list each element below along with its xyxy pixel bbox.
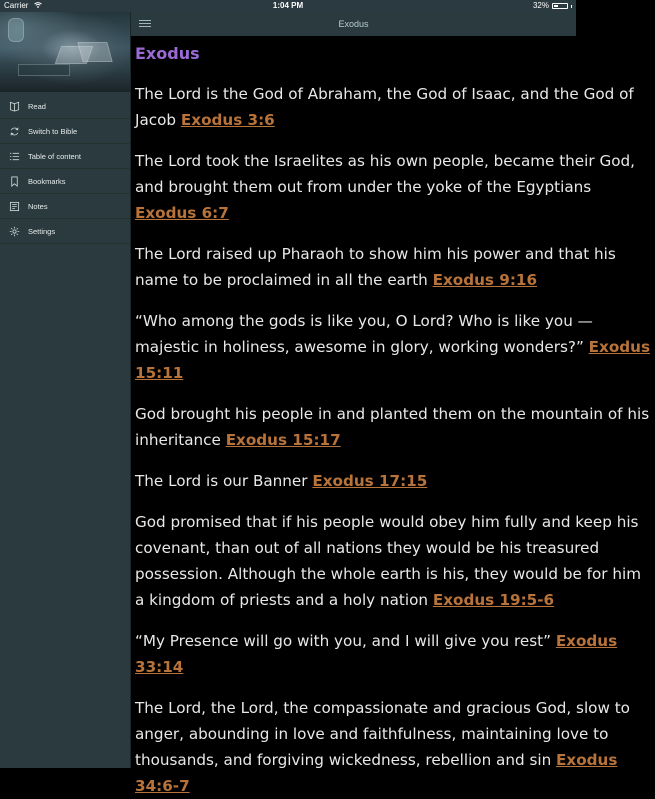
verse-paragraph [135,148,655,226]
verse-reference-link[interactable]: Exodus 3:6 [180,111,275,129]
sidebar-header-image [0,12,130,92]
sidebar-item-settings[interactable] [0,219,130,244]
switch-icon [8,125,20,137]
battery-area [533,0,572,12]
sidebar-item-label: Switch to Bible [28,126,78,136]
verse-text: The Lord, the Lord, the compassionate and gracious God, slow to anger, abounding in love and faithfulness, maintaining love to thousands, and forgiving wickedness, rebellion and sin [135,699,630,769]
gear-icon [8,225,20,237]
verse-text: God promised that if his people would obey him fully and keep his covenant, than out of all nations they would be his treasured possession. Although the whole earth is his, they would be for him a kingdom of priests and a holy nation [135,513,642,609]
sidebar [0,12,131,768]
open-book-icon [8,100,20,112]
verse-reference-link[interactable]: Exodus 6:7 [135,204,229,222]
carrier-label: Carrier [4,1,29,10]
list-icon [8,150,20,162]
sidebar-item-notes[interactable] [0,194,130,219]
sidebar-menu [0,94,130,244]
verse-reference-link[interactable]: Exodus 15:17 [225,431,341,449]
sidebar-item-label: Table of content [28,151,81,161]
sidebar-item-label: Notes [28,201,48,211]
verse-reference-link[interactable]: Exodus 33:14 [135,632,618,676]
status-bar [0,0,576,12]
verse-text: The Lord raised up Pharaoh to show him his power and that his name to be proclaimed in all the earth [135,245,616,289]
verse-text: The Lord is the God of Abraham, the God of Isaac, and the God of Jacob [135,85,634,129]
verse-text: The Lord is our Banner [135,472,313,490]
verse-text: “Who among the gods is like you, O Lord? Who is like you — majestic in holiness, awesome in glory, working wonders?” [135,312,593,356]
reading-pane[interactable] [131,36,651,795]
notes-icon [8,200,20,212]
verse-paragraph [135,81,655,133]
chapter-title: Exodus [135,44,200,63]
verse-paragraph [135,695,655,799]
verse-reference-link[interactable]: Exodus 34:6-7 [135,751,618,795]
top-bar [131,12,576,36]
sidebar-item-bookmarks[interactable] [0,169,130,194]
battery-percent: 32% [532,1,549,10]
verse-paragraph [135,628,655,680]
sidebar-item-read[interactable] [0,94,130,119]
clock: 1:04 PM [272,1,304,10]
sidebar-item-switch-to-bible[interactable] [0,119,130,144]
bookmark-icon [8,175,20,187]
battery-icon [552,3,568,9]
verse-reference-link[interactable]: Exodus 9:16 [432,271,538,289]
verse-paragraph [135,509,655,613]
sidebar-item-label: Settings [28,226,56,236]
verse-paragraph [135,401,655,453]
verse-reference-link[interactable]: Exodus 19:5-6 [432,591,555,609]
page-title: Exodus [338,19,369,29]
verse-reference-link[interactable]: Exodus 17:15 [312,472,428,490]
verse-list [135,81,655,799]
verse-paragraph [135,308,655,386]
sidebar-item-label: Bookmarks [28,176,66,186]
verse-text: “My Presence will go with you, and I will give you rest” [135,632,556,650]
sidebar-item-table-of-content[interactable] [0,144,130,169]
verse-text: God brought his people in and planted them on the mountain of his inheritance [135,405,650,449]
verse-paragraph [135,241,655,293]
sidebar-item-label: Read [28,101,46,111]
verse-reference-link[interactable]: Exodus 15:11 [135,338,651,382]
verse-text: The Lord took the Israelites as his own people, became their God, and brought them out from under the yoke of the Egyptians [135,152,635,196]
verse-paragraph [135,468,655,494]
